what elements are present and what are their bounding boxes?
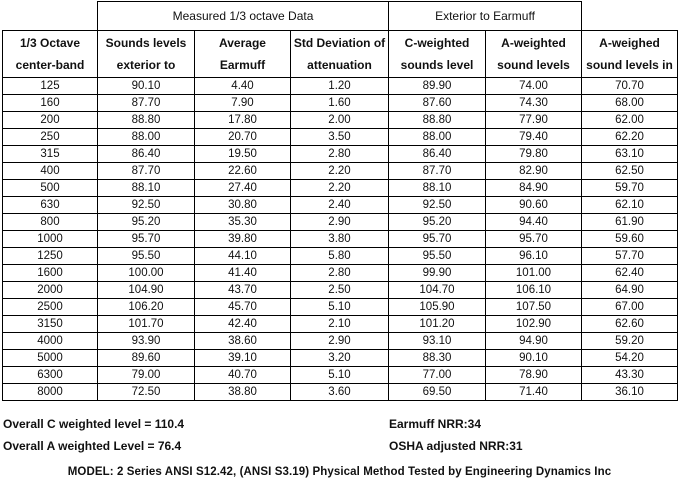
table-cell: 3150 — [3, 316, 98, 333]
table-cell: 2.10 — [291, 316, 389, 333]
table-cell: 38.60 — [195, 333, 291, 350]
table-cell: 86.40 — [98, 146, 195, 163]
table-cell: 106.20 — [98, 299, 195, 316]
table-cell: 8000 — [3, 384, 98, 401]
table-cell: 78.90 — [486, 367, 582, 384]
table-cell: 43.30 — [582, 367, 678, 384]
column-header: A-weighed sound levels in — [582, 31, 678, 78]
table-cell: 39.10 — [195, 350, 291, 367]
table-row — [3, 112, 678, 129]
table-cell: 90.10 — [486, 350, 582, 367]
table-cell: 89.60 — [98, 350, 195, 367]
table-cell: 6300 — [3, 367, 98, 384]
table-row — [3, 231, 678, 248]
table-cell: 2.90 — [291, 214, 389, 231]
table-cell: 36.10 — [582, 384, 678, 401]
table-cell: 62.50 — [582, 163, 678, 180]
table-cell: 95.70 — [389, 231, 486, 248]
table-cell: 88.00 — [389, 129, 486, 146]
blank-header-cell — [3, 2, 98, 31]
table-row — [3, 78, 678, 95]
table-row — [3, 248, 678, 265]
table-cell: 89.90 — [389, 78, 486, 95]
table-cell: 1000 — [3, 231, 98, 248]
table-cell: 77.90 — [486, 112, 582, 129]
table-cell: 87.70 — [389, 163, 486, 180]
table-cell: 90.10 — [98, 78, 195, 95]
table-cell: 43.70 — [195, 282, 291, 299]
table-cell: 69.50 — [389, 384, 486, 401]
table-row — [3, 146, 678, 163]
osha-adjusted-nrr: OSHA adjusted NRR:31 — [389, 439, 523, 453]
table-cell: 99.90 — [389, 265, 486, 282]
table-cell: 74.30 — [486, 95, 582, 112]
table-cell: 71.40 — [486, 384, 582, 401]
table-cell: 70.70 — [582, 78, 678, 95]
table-cell: 5.10 — [291, 367, 389, 384]
table-cell: 95.20 — [98, 214, 195, 231]
table-cell: 101.70 — [98, 316, 195, 333]
table-cell: 3.80 — [291, 231, 389, 248]
blank-header-cell — [582, 2, 678, 31]
table-row — [3, 129, 678, 146]
table-cell: 106.10 — [486, 282, 582, 299]
table-cell: 17.80 — [195, 112, 291, 129]
table-cell: 87.60 — [389, 95, 486, 112]
table-row — [3, 384, 678, 401]
table-row — [3, 350, 678, 367]
table-cell: 2.50 — [291, 282, 389, 299]
table-cell: 62.60 — [582, 316, 678, 333]
table-cell: 1600 — [3, 265, 98, 282]
table-cell: 3.60 — [291, 384, 389, 401]
table-cell: 100.00 — [98, 265, 195, 282]
table-cell: 59.70 — [582, 180, 678, 197]
table-row — [3, 282, 678, 299]
group-header-row — [3, 2, 678, 31]
table-cell: 5.10 — [291, 299, 389, 316]
group-header-exterior: Exterior to Earmuff — [389, 2, 582, 31]
table-cell: 41.40 — [195, 265, 291, 282]
table-cell: 88.30 — [389, 350, 486, 367]
table-cell: 104.70 — [389, 282, 486, 299]
table-row — [3, 367, 678, 384]
column-header: 1/3 Octave center-band — [3, 31, 98, 78]
table-cell: 63.10 — [582, 146, 678, 163]
table-cell: 62.10 — [582, 197, 678, 214]
table-cell: 67.00 — [582, 299, 678, 316]
table-cell: 40.70 — [195, 367, 291, 384]
table-cell: 101.20 — [389, 316, 486, 333]
table-cell: 95.20 — [389, 214, 486, 231]
table-cell: 90.60 — [486, 197, 582, 214]
table-cell: 96.10 — [486, 248, 582, 265]
table-cell: 88.10 — [389, 180, 486, 197]
table-cell: 57.70 — [582, 248, 678, 265]
table-cell: 93.10 — [389, 333, 486, 350]
table-cell: 4.40 — [195, 78, 291, 95]
table-cell: 22.60 — [195, 163, 291, 180]
column-header: C-weighted sounds level — [389, 31, 486, 78]
table-row — [3, 197, 678, 214]
table-cell: 2.20 — [291, 163, 389, 180]
table-cell: 125 — [3, 78, 98, 95]
table-cell: 79.00 — [98, 367, 195, 384]
table-cell: 250 — [3, 129, 98, 146]
table-cell: 102.90 — [486, 316, 582, 333]
table-cell: 59.20 — [582, 333, 678, 350]
table-cell: 68.00 — [582, 95, 678, 112]
table-cell: 62.40 — [582, 265, 678, 282]
overall-a-level: Overall A weighted Level = 76.4 — [3, 439, 182, 453]
table-cell: 92.50 — [98, 197, 195, 214]
table-cell: 95.70 — [486, 231, 582, 248]
earmuff-nrr: Earmuff NRR:34 — [389, 417, 482, 431]
table-cell: 62.00 — [582, 112, 678, 129]
table-cell: 105.90 — [389, 299, 486, 316]
table-cell: 38.80 — [195, 384, 291, 401]
model-footer: MODEL: 2 Series ANSI S12.42, (ANSI S3.19) Physical Method Tested by Engineering Dynamics Inc — [67, 466, 612, 478]
table-cell: 72.50 — [98, 384, 195, 401]
table-cell: 92.50 — [389, 197, 486, 214]
table-cell: 2000 — [3, 282, 98, 299]
table-cell: 20.70 — [195, 129, 291, 146]
table-cell: 27.40 — [195, 180, 291, 197]
column-header-row — [3, 31, 678, 78]
table-cell: 59.60 — [582, 231, 678, 248]
table-cell: 35.30 — [195, 214, 291, 231]
table-cell: 101.00 — [486, 265, 582, 282]
table-cell: 93.90 — [98, 333, 195, 350]
table-row — [3, 265, 678, 282]
table-cell: 88.80 — [389, 112, 486, 129]
table-cell: 3.20 — [291, 350, 389, 367]
column-header: A-weighted sound levels — [486, 31, 582, 78]
table-cell: 630 — [3, 197, 98, 214]
group-header-measured: Measured 1/3 octave Data — [98, 2, 389, 31]
table-cell: 61.90 — [582, 214, 678, 231]
table-cell: 2.90 — [291, 333, 389, 350]
table-cell: 1.60 — [291, 95, 389, 112]
table-cell: 62.20 — [582, 129, 678, 146]
table-cell: 800 — [3, 214, 98, 231]
table-cell: 200 — [3, 112, 98, 129]
column-header: Average Earmuff — [195, 31, 291, 78]
table-cell: 95.70 — [98, 231, 195, 248]
table-cell: 87.70 — [98, 95, 195, 112]
table-cell: 500 — [3, 180, 98, 197]
table-cell: 39.80 — [195, 231, 291, 248]
table-row — [3, 214, 678, 231]
table-cell: 94.40 — [486, 214, 582, 231]
table-cell: 2.20 — [291, 180, 389, 197]
table-cell: 86.40 — [389, 146, 486, 163]
table-cell: 7.90 — [195, 95, 291, 112]
table-cell: 94.90 — [486, 333, 582, 350]
table-cell: 1.20 — [291, 78, 389, 95]
table-cell: 79.80 — [486, 146, 582, 163]
table-row — [3, 299, 678, 316]
table-cell: 84.90 — [486, 180, 582, 197]
table-cell: 5.80 — [291, 248, 389, 265]
table-cell: 5000 — [3, 350, 98, 367]
table-cell: 95.50 — [98, 248, 195, 265]
table-row — [3, 316, 678, 333]
table-cell: 64.90 — [582, 282, 678, 299]
table-cell: 82.90 — [486, 163, 582, 180]
table-cell: 104.90 — [98, 282, 195, 299]
table-cell: 1250 — [3, 248, 98, 265]
table-cell: 44.10 — [195, 248, 291, 265]
table-cell: 45.70 — [195, 299, 291, 316]
table-cell: 77.00 — [389, 367, 486, 384]
table-cell: 88.00 — [98, 129, 195, 146]
table-cell: 2.40 — [291, 197, 389, 214]
table-cell: 2500 — [3, 299, 98, 316]
table-cell: 88.10 — [98, 180, 195, 197]
table-cell: 4000 — [3, 333, 98, 350]
attenuation-data-table — [2, 1, 678, 401]
table-cell: 2.00 — [291, 112, 389, 129]
table-cell: 160 — [3, 95, 98, 112]
table-cell: 54.20 — [582, 350, 678, 367]
table-cell: 87.70 — [98, 163, 195, 180]
table-cell: 400 — [3, 163, 98, 180]
overall-c-level: Overall C weighted level = 110.4 — [3, 417, 185, 431]
table-cell: 42.40 — [195, 316, 291, 333]
table-cell: 2.80 — [291, 265, 389, 282]
table-cell: 3.50 — [291, 129, 389, 146]
table-row — [3, 333, 678, 350]
table-row — [3, 180, 678, 197]
table-row — [3, 95, 678, 112]
column-header: Sounds levels exterior to — [98, 31, 195, 78]
table-cell: 88.80 — [98, 112, 195, 129]
table-cell: 107.50 — [486, 299, 582, 316]
table-cell: 79.40 — [486, 129, 582, 146]
table-cell: 315 — [3, 146, 98, 163]
column-header: Std Deviation of attenuation — [291, 31, 389, 78]
table-row — [3, 163, 678, 180]
table-cell: 30.80 — [195, 197, 291, 214]
table-cell: 19.50 — [195, 146, 291, 163]
table-cell: 74.00 — [486, 78, 582, 95]
table-cell: 2.80 — [291, 146, 389, 163]
table-cell: 95.50 — [389, 248, 486, 265]
